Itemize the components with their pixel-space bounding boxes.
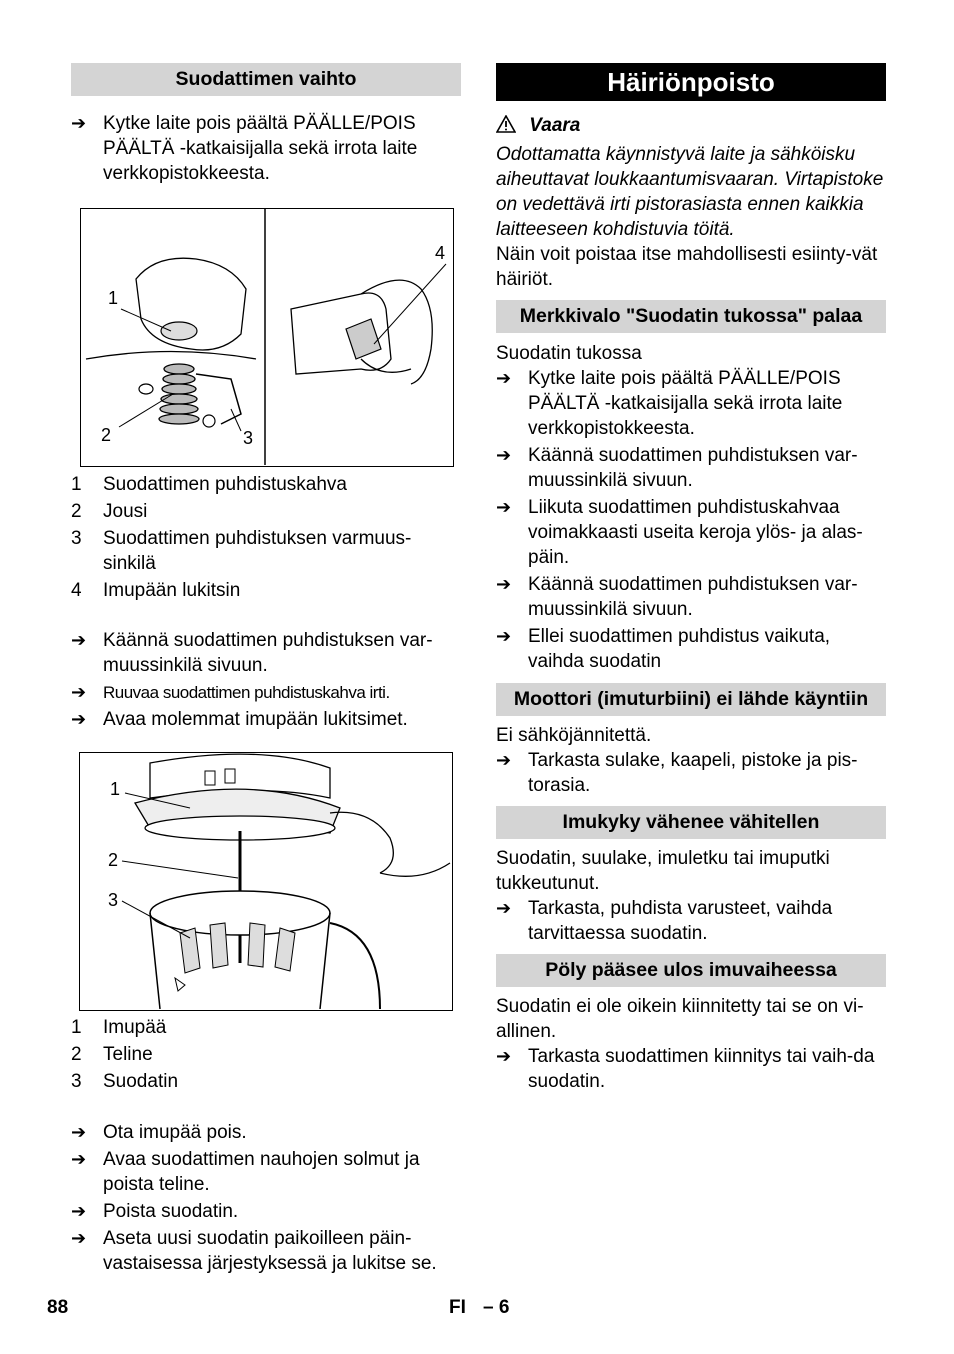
- arrow-right-icon: ➔: [71, 1201, 87, 1222]
- left-column: [71, 63, 461, 1278]
- list-item: ➔ Aseta uusi suodatin paikoilleen päin-vastaisessa järjestyksessä ja lukitse se.: [71, 1228, 437, 1274]
- step-list: [496, 366, 886, 674]
- callout-4: 4: [435, 243, 446, 263]
- list-item: ➔ Tarkasta sulake, kaapeli, pistoke ja pis-torasia.: [496, 750, 858, 796]
- list-item: ➔ Kytke laite pois päältä PÄÄLLE/POIS PÄÄLTÄ -katkaisijalla sekä irrota laite verkkopistokkeesta.: [496, 368, 843, 439]
- arrow-right-icon: ➔: [71, 1149, 87, 1170]
- list-item: ➔ Ota imupää pois.: [71, 1122, 247, 1143]
- callout-2: 2: [108, 850, 119, 870]
- list-item: ➔ Kytke laite pois päältä PÄÄLLE/POIS PÄÄLTÄ -katkaisijalla sekä irrota laite verkkopistokkeesta.: [71, 113, 418, 184]
- legend-item: 2 Jousi: [71, 501, 148, 522]
- figure2-legend: [71, 1015, 461, 1094]
- legend-item: 3 Suodatin: [71, 1071, 179, 1092]
- callout-3: 3: [243, 428, 254, 448]
- arrow-right-icon: ➔: [71, 682, 86, 703]
- cause-text: Suodatin tukossa: [496, 343, 642, 364]
- arrow-right-icon: ➔: [496, 1046, 512, 1067]
- list-item: ➔ Avaa suodattimen nauhojen solmut ja poista teline.: [71, 1149, 420, 1195]
- callout-1: 1: [110, 779, 121, 799]
- step-list-3: [71, 1120, 461, 1276]
- right-column: [496, 63, 886, 1096]
- legend-item: 1 Suodattimen puhdistuskahva: [71, 474, 347, 495]
- cause-text: Suodatin, suulake, imuletku tai imuputki tukkeutunut.: [496, 848, 830, 894]
- legend-item: 1 Imupää: [71, 1017, 167, 1038]
- section-heading-filter-clogged: Merkkivalo "Suodatin tukossa" palaa: [496, 300, 886, 333]
- step-list-1: [71, 111, 461, 186]
- language-code: FI: [449, 1297, 466, 1318]
- cause-text: Suodatin ei ole oikein kiinnitetty tai se on vi-allinen.: [496, 996, 864, 1042]
- legend-item: 3 Suodattimen puhdistuksen varmuus-sinkilä: [71, 528, 412, 574]
- callout-1: 1: [108, 288, 119, 308]
- cause-text: Ei sähköjännitettä.: [496, 725, 652, 746]
- section-page: – 6: [483, 1297, 510, 1318]
- list-item: ➔ Ellei suodattimen puhdistus vaikuta, vaihda suodatin: [496, 626, 831, 672]
- page-number: 88: [47, 1297, 69, 1318]
- callout-2: 2: [101, 425, 112, 445]
- warning-label: Vaara: [496, 113, 886, 138]
- step-list: [496, 748, 886, 798]
- list-item: ➔ Ruuvaa suodattimen puhdistuskahva irti.: [71, 682, 390, 703]
- arrow-right-icon: ➔: [496, 445, 512, 466]
- legend-item: 2 Teline: [71, 1044, 153, 1065]
- step-list-2: [71, 628, 461, 732]
- arrow-right-icon: ➔: [71, 1228, 87, 1249]
- callout-3: 3: [108, 890, 119, 910]
- arrow-right-icon: ➔: [496, 626, 512, 647]
- section-heading-filter-change: Suodattimen vaihto: [71, 63, 461, 96]
- illustration-container-filter: [80, 753, 451, 1009]
- arrow-right-icon: ➔: [71, 1122, 87, 1143]
- intro-text: Näin voit poistaa itse mahdollisesti esiinty-vät häiriöt.: [496, 244, 878, 290]
- step-list: [496, 1044, 886, 1094]
- arrow-right-icon: ➔: [496, 574, 512, 595]
- arrow-right-icon: ➔: [71, 630, 87, 651]
- section-heading-motor-not-starting: Moottori (imuturbiini) ei lähde käyntiin: [496, 683, 886, 716]
- warning-triangle-icon: [496, 115, 516, 133]
- list-item: ➔ Tarkasta suodattimen kiinnitys tai vaih-da suodatin.: [496, 1046, 875, 1092]
- step-list: [496, 896, 886, 946]
- figure-suction-head-removal: [79, 752, 453, 1011]
- list-item: ➔ Liikuta suodattimen puhdistuskahvaa voimakkaasti useita keroja ylös- ja alas-päin.: [496, 497, 863, 568]
- list-item: ➔ Poista suodatin.: [71, 1201, 239, 1222]
- warning-text: Odottamatta käynnistyvä laite ja sähköisku aiheuttavat loukkaantumisvaaran. Virtapistoke on vedettävä irti pistorasiasta ennen kaikkia laitteeseen kohdistuvia töitä.: [496, 144, 884, 240]
- arrow-right-icon: ➔: [496, 368, 512, 389]
- list-item: ➔ Käännä suodattimen puhdistuksen var-muussinkilä sivuun.: [496, 574, 858, 620]
- arrow-right-icon: ➔: [71, 113, 87, 134]
- figure1-legend: [71, 472, 461, 603]
- section-heading-dust-escaping: Pöly pääsee ulos imuvaiheessa: [496, 954, 886, 987]
- arrow-right-icon: ➔: [496, 497, 512, 518]
- figure-filter-cleaning-handle: [80, 208, 454, 467]
- list-item: ➔ Käännä suodattimen puhdistuksen var-muussinkilä sivuun.: [71, 630, 433, 676]
- arrow-right-icon: ➔: [496, 898, 512, 919]
- arrow-right-icon: ➔: [71, 709, 87, 730]
- list-item: ➔ Tarkasta, puhdista varusteet, vaihda tarvittaessa suodatin.: [496, 898, 833, 944]
- page-title: Häiriönpoisto: [496, 63, 886, 101]
- legend-item: 4 Imupään lukitsin: [71, 580, 241, 601]
- list-item: ➔ Avaa molemmat imupään lukitsimet.: [71, 709, 408, 730]
- section-heading-suction-decreasing: Imukyky vähenee vähitellen: [496, 806, 886, 839]
- list-item: ➔ Käännä suodattimen puhdistuksen var-muussinkilä sivuun.: [496, 445, 858, 491]
- illustration-handle-spring: [81, 209, 452, 465]
- arrow-right-icon: ➔: [496, 750, 512, 771]
